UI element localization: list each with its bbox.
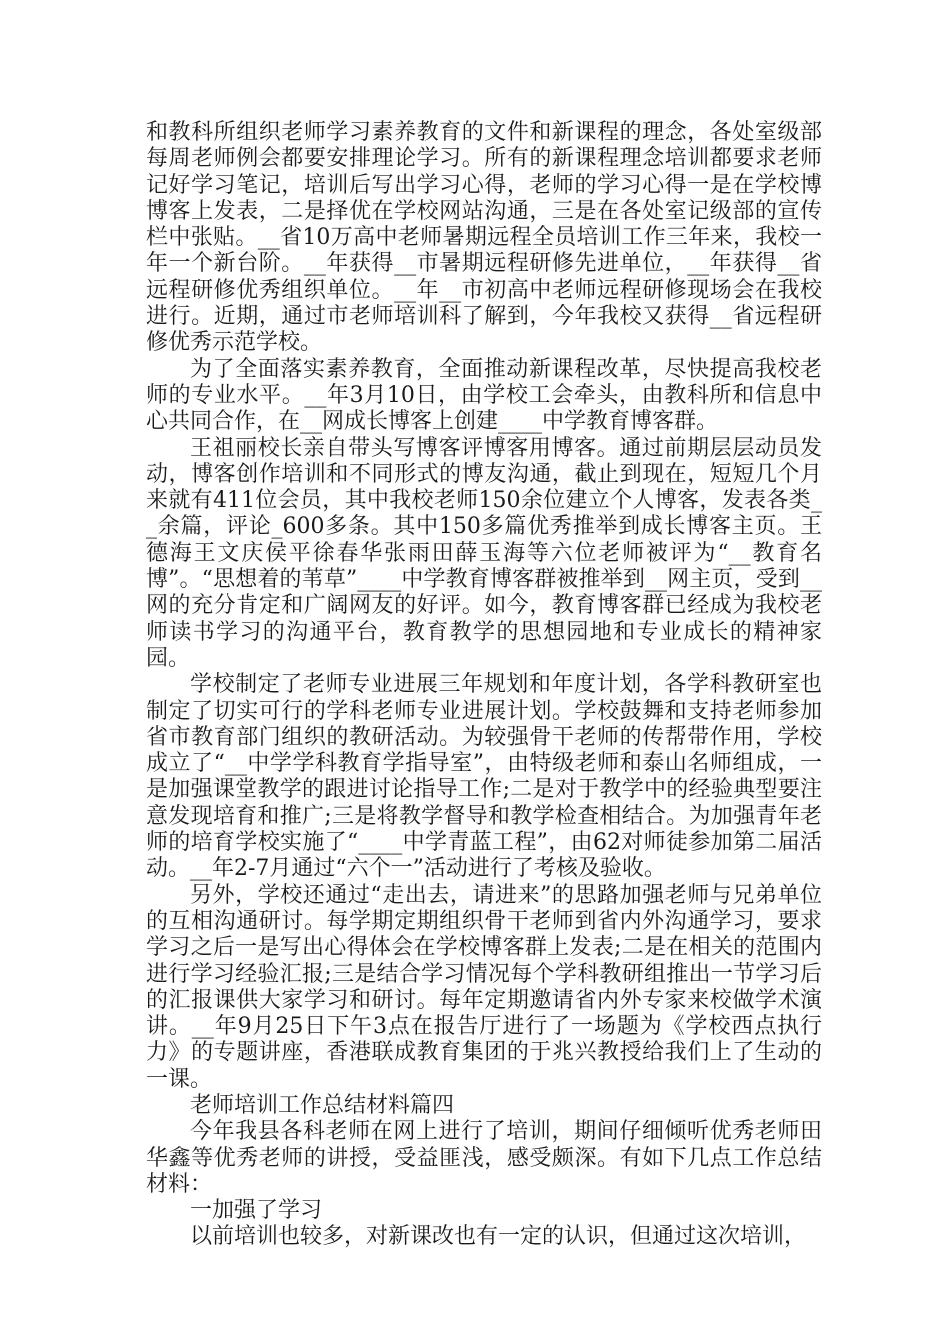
document-page: [146, 120, 822, 1251]
paragraph-principal-blog: 王祖丽校长亲自带头写博客评博客用博客。通过前期层层动员发动，博客创作培训和不同形式的博友沟通，截止到现在，短短几个月来就有411位会员，其中我校老师150余位建立个人博客，发表各类__余篇，评论_600多条。其中150多篇优秀推举到成长博客主页。王德海王文庆侯平徐春华张雨田薛玉海等六位老师被评为“__教育名博”。“思想着的苇草”____中学教育博客群被推举到__网主页，受到__网的充分肯定和广阔网友的好评。如今，教育博客群已经成为我校老师读书学习的沟通平台，教育教学的思想园地和专业成长的精神家园。: [146, 435, 823, 671]
paragraph-blog-group: 为了全面落实素养教育，全面推动新课程改革，尽快提高我校老师的专业水平。__年3月10日，由学校工会牵头，由教科所和信息中心共同合作，在__网成长博客上创建____中学教育博客群。: [146, 356, 822, 435]
paragraph-professional-plan: 学校制定了老师专业进展三年规划和年度计划，各学科教研室也制定了切实可行的学科老师专业进展计划。学校鼓舞和支持老师参加省市教育部门组织的教研活动。为较强骨干老师的传帮带作用，学校成立了“__中学学科教育学指导室”，由特级老师和泰山名师组成，一是加强课堂教学的跟进讨论指导工作;二是对于教学中的经验典型要注意发现培育和推广;三是将教学督导和教学检查相结合。为加强青年老师的培育学校实施了“____中学青蓝工程”，由62对师徒参加第二届活动。__年2-7月通过“六个一”活动进行了考核及验收。: [146, 672, 822, 882]
paragraph-continuation: 和教科所组织老师学习素养教育的文件和新课程的理念，各处室级部每周老师例会都要安排理论学习。所有的新课程理念培训都要求老师记好学习笔记，培训后写出学习心得，老师的学习心得一是在学校博博客上发表，二是择优在学校网站沟通，三是在各处室记级部的宣传栏中张贴。__省10万高中老师暑期远程全员培训工作三年来，我校一年一个新台阶。__年获得__市暑期远程研修先进单位，__年获得__省远程研修优秀组织单位。__年__市初高中老师远程研修现场会在我校进行。近期，通过市老师培训科了解到，今年我校又获得__省远程研修优秀示范学校。: [146, 120, 822, 356]
section-title: 老师培训工作总结材料篇四: [190, 1092, 455, 1118]
paragraph-training-intro: 今年我县各科老师在网上进行了培训，期间仔细倾听优秀老师田华鑫等优秀老师的讲授，受益匪浅，感受颇深。有如下几点工作总结材料：: [146, 1119, 822, 1197]
paragraph-previous-training: 以前培训也较多，对新课改也有一定的认识，但通过这次培训，: [190, 1224, 807, 1250]
paragraph-point-one: 一加强了学习: [190, 1198, 323, 1224]
paragraph-exchange: 另外，学校还通过“走出去，请进来”的思路加强老师与兄弟单位的互相沟通研讨。每学期定期组织骨干老师到省内外沟通学习，要求学习之后一是写出心得体会在学校博客群上发表;二是在相关的范围内进行学习经验汇报;三是结合学习情况每个学科教研组推出一节学习后的汇报课供大家学习和研讨。每年定期邀请省内外专家来校做学术演讲。__年9月25日下午3点在报告厅进行了一场题为《学校西点执行力》的专题讲座，香港联成教育集团的于兆兴教授给我们上了生动的一课。: [146, 882, 822, 1092]
